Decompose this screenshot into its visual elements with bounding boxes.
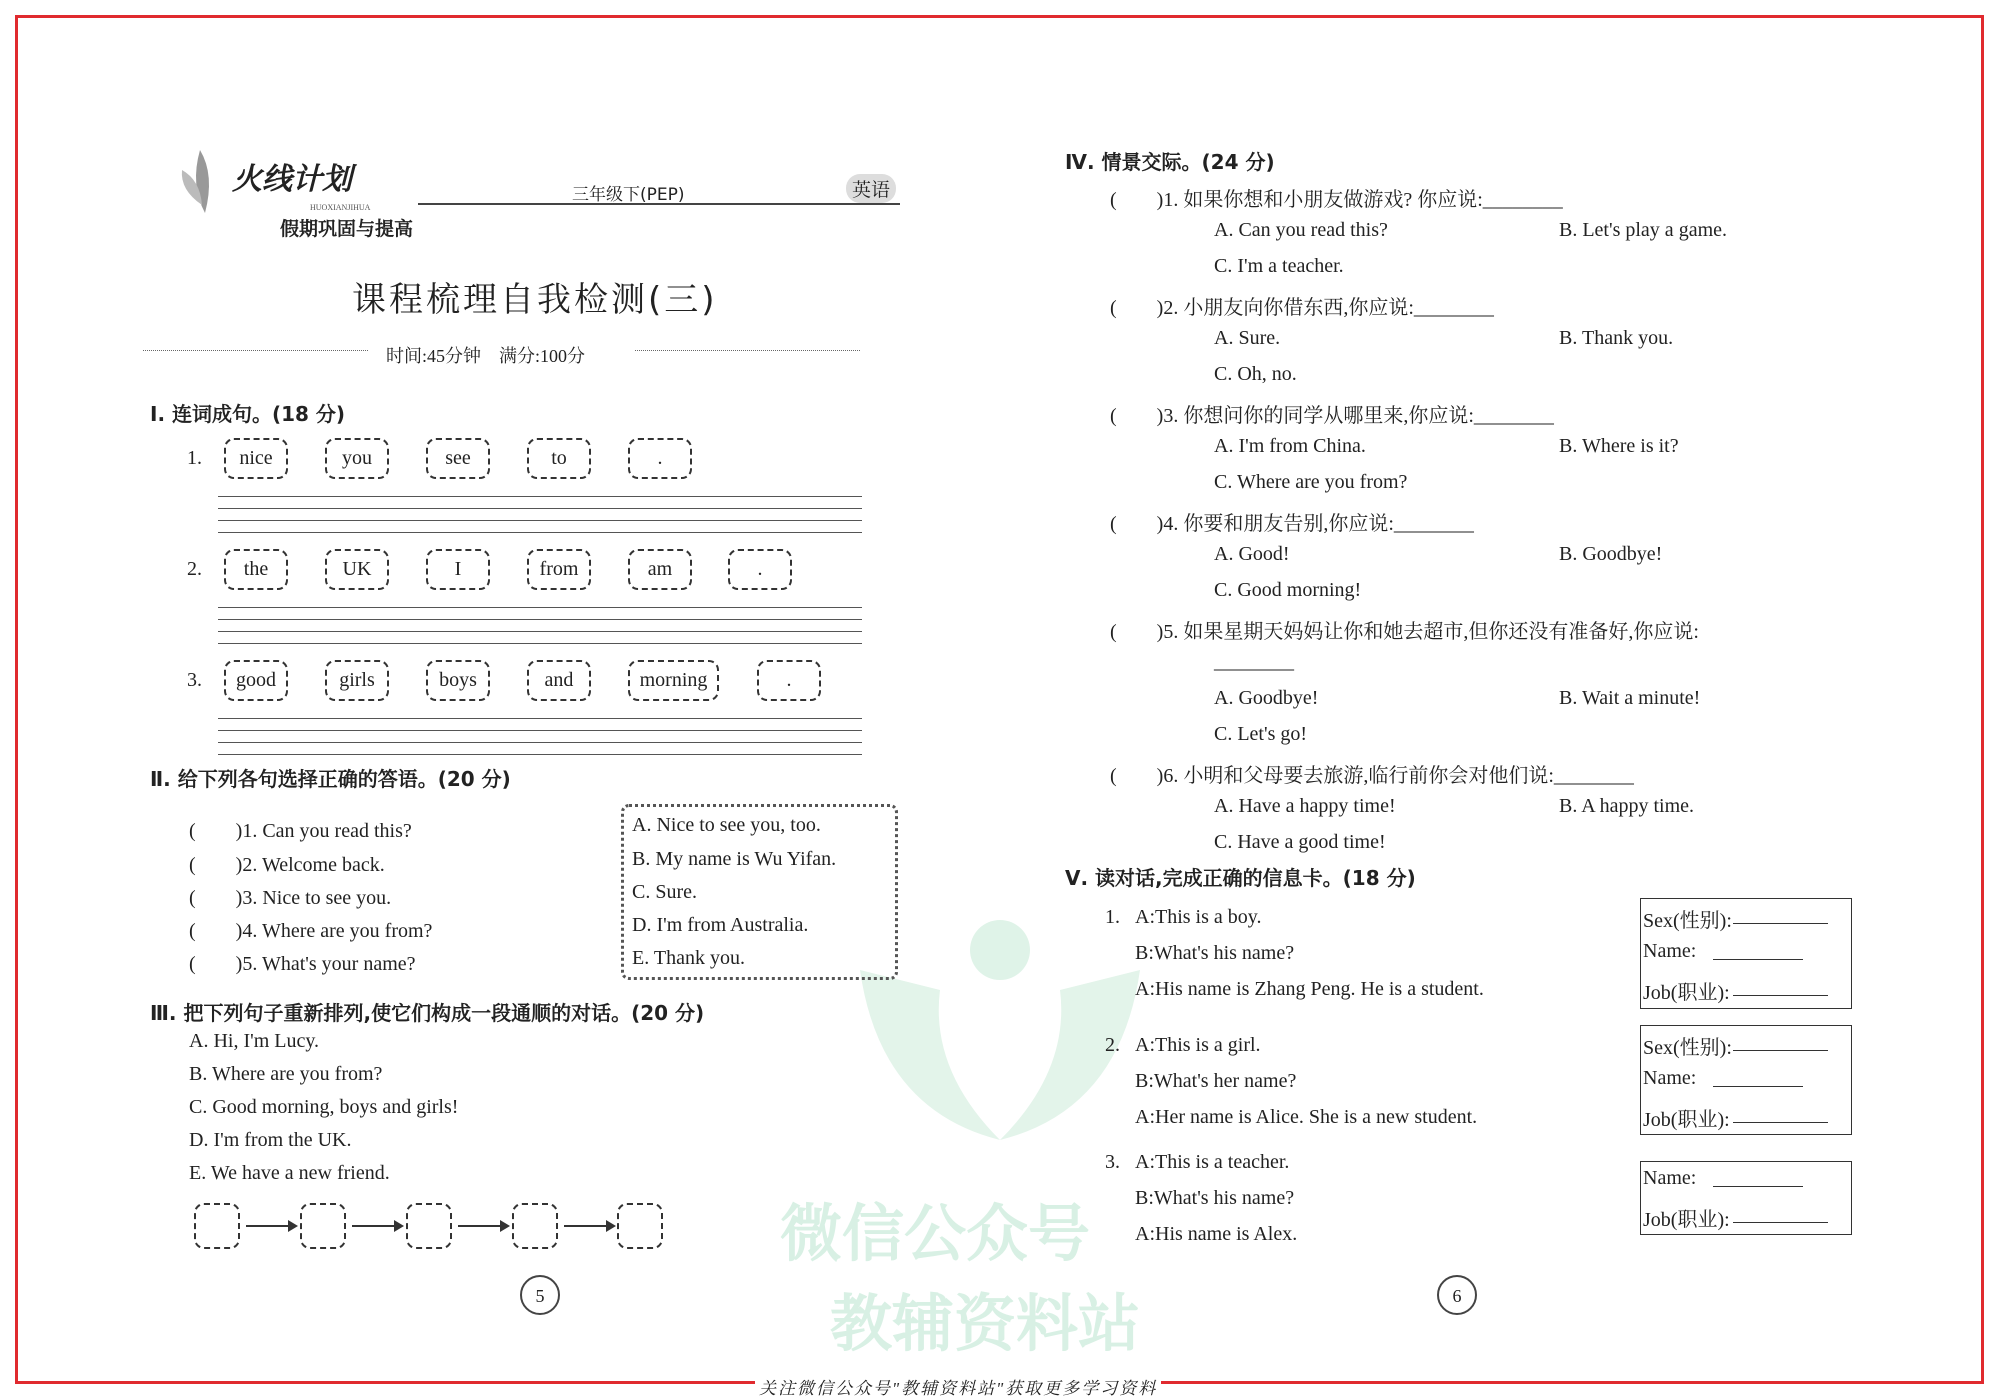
subject-badge: 英语 — [846, 174, 896, 203]
choice-a: A. Have a happy time! — [1214, 795, 1396, 817]
word-card[interactable]: am — [628, 549, 692, 590]
dialog-line: B:What's her name? — [1135, 1070, 1297, 1092]
answer-option: A. Nice to see you, too. — [632, 814, 821, 836]
word-card[interactable]: see — [426, 438, 490, 479]
match-item[interactable]: ( )5. What's your name? — [189, 953, 416, 975]
order-box[interactable] — [194, 1203, 240, 1249]
logo-pinyin: HUOXIANJIHUA — [310, 203, 371, 212]
choice-a: A. Can you read this? — [1214, 219, 1388, 241]
word-card[interactable]: nice — [224, 438, 288, 479]
sentence-item: D. I'm from the UK. — [189, 1129, 352, 1151]
word-card[interactable]: good — [224, 660, 288, 701]
choice-b: B. Wait a minute! — [1559, 687, 1701, 709]
card-field-sex: Sex(性别): — [1643, 1031, 1732, 1060]
section-1-heading: Ⅰ. 连词成句。(18 分) — [150, 402, 346, 426]
card-field-job: Job(职业): — [1643, 976, 1730, 1005]
footer-note: 关注微信公众号"教辅资料站"获取更多学习资料 — [755, 1374, 1161, 1399]
choice-b: B. Let's play a game. — [1559, 219, 1727, 241]
choice-a: A. Goodbye! — [1214, 687, 1319, 709]
choice-b: B. Thank you. — [1559, 327, 1674, 349]
dialog-line: B:What's his name? — [1135, 942, 1295, 964]
word-card[interactable]: . — [757, 660, 821, 701]
watermark-text-2: 教辅资料站 — [830, 1287, 1141, 1360]
answer-blank[interactable] — [1733, 906, 1828, 924]
question-prompt[interactable]: ( )3. 你想问你的同学从哪里来,你应说:________ — [1110, 405, 1554, 427]
arrow-right-icon — [246, 1225, 296, 1227]
match-item[interactable]: ( )3. Nice to see you. — [189, 887, 392, 909]
row-number: 1. — [187, 447, 202, 469]
answer-option: B. My name is Wu Yifan. — [632, 848, 837, 870]
writing-line — [218, 619, 862, 620]
dialog-line: A:His name is Zhang Peng. He is a student. — [1135, 978, 1484, 1000]
choice-c: C. Let's go! — [1214, 723, 1308, 745]
answer-blank[interactable] — [1713, 1069, 1803, 1087]
series-subtitle: 假期巩固与提高 — [280, 219, 414, 240]
choice-b: B. A happy time. — [1559, 795, 1694, 817]
arrow-right-icon — [564, 1225, 614, 1227]
arrow-right-icon — [458, 1225, 508, 1227]
dialog-number: 1. — [1105, 906, 1120, 928]
word-card[interactable]: from — [527, 549, 591, 590]
choice-c: C. Oh, no. — [1214, 363, 1297, 385]
word-card[interactable]: the — [224, 549, 288, 590]
word-card[interactable]: . — [628, 438, 692, 479]
dialog-line: A:This is a girl. — [1135, 1034, 1261, 1056]
dialog-line: A:Her name is Alice. She is a new student. — [1135, 1106, 1478, 1128]
writing-line — [218, 718, 862, 719]
question-prompt[interactable]: ( )4. 你要和朋友告别,你应说:________ — [1110, 513, 1474, 535]
writing-line — [218, 631, 862, 632]
title-rule-left — [143, 350, 368, 351]
choice-a: A. Sure. — [1214, 327, 1281, 349]
choice-b: B. Where is it? — [1559, 435, 1679, 457]
writing-line — [218, 496, 862, 497]
answer-blank[interactable] — [1733, 1033, 1828, 1051]
writing-line — [218, 532, 862, 533]
question-prompt[interactable]: ( )6. 小明和父母要去旅游,临行前你会对他们说:________ — [1110, 765, 1634, 787]
logo — [180, 145, 230, 221]
dialog-line: B:What's his name? — [1135, 1187, 1295, 1209]
card-field-sex: Sex(性别): — [1643, 904, 1732, 933]
dialog-line: A:This is a boy. — [1135, 906, 1262, 928]
word-card[interactable]: boys — [426, 660, 490, 701]
card-field-name: Name: — [1643, 940, 1696, 963]
match-item[interactable]: ( )4. Where are you from? — [189, 920, 433, 942]
choice-c: C. Have a good time! — [1214, 831, 1386, 853]
logo-text: 火线计划 — [232, 162, 352, 197]
section-5-heading: Ⅴ. 读对话,完成正确的信息卡。(18 分) — [1065, 866, 1416, 890]
order-box[interactable] — [406, 1203, 452, 1249]
dialog-line: A:This is a teacher. — [1135, 1151, 1290, 1173]
section-4-heading: Ⅳ. 情景交际。(24 分) — [1065, 150, 1275, 174]
row-number: 3. — [187, 669, 202, 691]
card-field-job: Job(职业): — [1643, 1203, 1730, 1232]
writing-line — [218, 607, 862, 608]
dialog-number: 2. — [1105, 1034, 1120, 1056]
word-card[interactable]: you — [325, 438, 389, 479]
word-card[interactable]: and — [527, 660, 591, 701]
section-2-heading: Ⅱ. 给下列各句选择正确的答语。(20 分) — [150, 767, 511, 791]
match-item[interactable]: ( )1. Can you read this? — [189, 820, 412, 842]
choice-a: A. Good! — [1214, 543, 1290, 565]
word-card[interactable]: to — [527, 438, 591, 479]
writing-line — [218, 742, 862, 743]
question-prompt[interactable]: ( )2. 小朋友向你借东西,你应说:________ — [1110, 297, 1494, 319]
answer-option: D. I'm from Australia. — [632, 914, 809, 936]
watermark-text-1: 微信公众号 — [780, 1197, 1091, 1270]
sentence-item: B. Where are you from? — [189, 1063, 383, 1085]
word-card[interactable]: I — [426, 549, 490, 590]
grade-label: 三年级下(PEP) — [572, 185, 685, 205]
answer-blank[interactable] — [1733, 1205, 1828, 1223]
writing-line — [218, 730, 862, 731]
match-item[interactable]: ( )2. Welcome back. — [189, 854, 385, 876]
choice-c: C. I'm a teacher. — [1214, 255, 1344, 277]
card-field-name: Name: — [1643, 1167, 1696, 1190]
arrow-right-icon — [352, 1225, 402, 1227]
answer-blank[interactable] — [1713, 1169, 1803, 1187]
answer-blank[interactable]: ________ — [1214, 651, 1294, 673]
card-field-name: Name: — [1643, 1067, 1696, 1090]
order-box[interactable] — [512, 1203, 558, 1249]
leaf-icon — [180, 145, 230, 215]
dialog-line: A:His name is Alex. — [1135, 1223, 1298, 1245]
page-number: 5 — [520, 1275, 560, 1315]
answer-blank[interactable] — [1713, 942, 1803, 960]
sentence-item: C. Good morning, boys and girls! — [189, 1096, 459, 1118]
dialog-number: 3. — [1105, 1151, 1120, 1173]
writing-line — [218, 508, 862, 509]
answer-option: C. Sure. — [632, 881, 697, 903]
word-card[interactable]: girls — [325, 660, 389, 701]
card-field-job: Job(职业): — [1643, 1103, 1730, 1132]
order-box[interactable] — [617, 1203, 663, 1249]
page-title: 课程梳理自我检测(三) — [352, 280, 718, 320]
question-prompt[interactable]: ( )1. 如果你想和小朋友做游戏? 你应说:________ — [1110, 189, 1563, 211]
answer-blank[interactable] — [1733, 978, 1828, 996]
title-rule-right — [635, 350, 860, 351]
choice-c: C. Good morning! — [1214, 579, 1362, 601]
writing-line — [218, 520, 862, 521]
answer-blank[interactable] — [1733, 1105, 1828, 1123]
choice-a: A. I'm from China. — [1214, 435, 1366, 457]
row-number: 2. — [187, 558, 202, 580]
choice-c: C. Where are you from? — [1214, 471, 1408, 493]
word-card[interactable]: morning — [628, 660, 719, 701]
word-card[interactable]: . — [728, 549, 792, 590]
writing-line — [218, 754, 862, 755]
sentence-item: E. We have a new friend. — [189, 1162, 390, 1184]
sentence-item: A. Hi, I'm Lucy. — [189, 1030, 320, 1052]
order-box[interactable] — [300, 1203, 346, 1249]
writing-line — [218, 643, 862, 644]
section-3-heading: Ⅲ. 把下列句子重新排列,使它们构成一段通顺的对话。(20 分) — [150, 1001, 705, 1025]
word-card[interactable]: UK — [325, 549, 389, 590]
question-prompt[interactable]: ( )5. 如果星期天妈妈让你和她去超市,但你还没有准备好,你应说: — [1110, 621, 1699, 643]
answer-option: E. Thank you. — [632, 947, 745, 969]
page-number: 6 — [1437, 1275, 1477, 1315]
choice-b: B. Goodbye! — [1559, 543, 1663, 565]
exam-meta: 时间:45分钟 满分:100分 — [386, 346, 586, 366]
